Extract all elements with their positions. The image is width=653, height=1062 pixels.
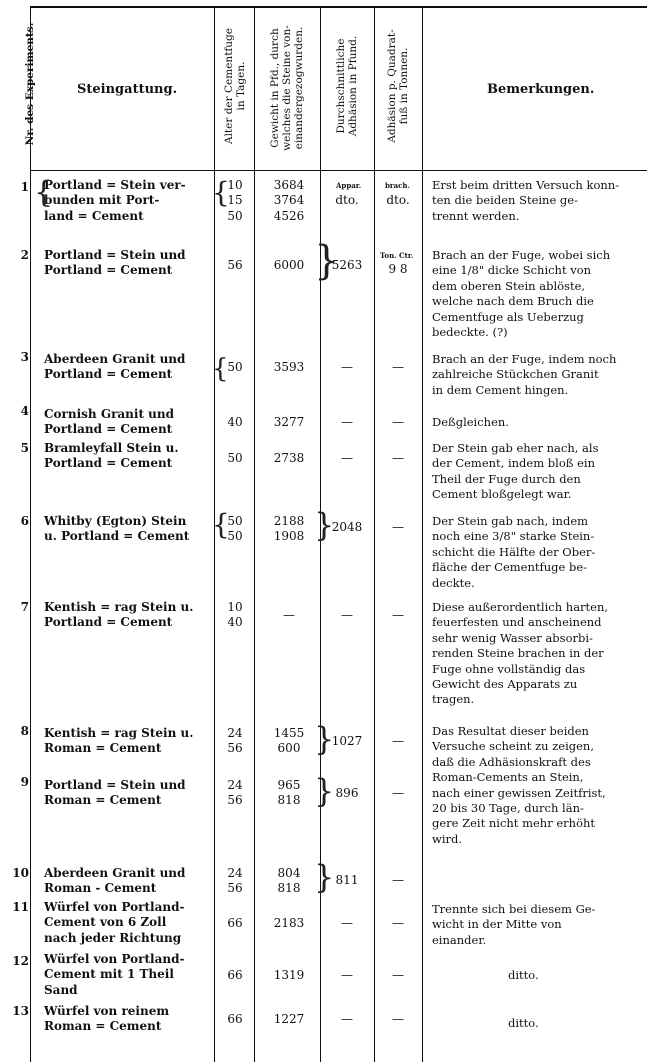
tons-value: dto.	[386, 193, 410, 207]
adhesion-value: —	[341, 451, 353, 465]
joint-age: 50	[227, 451, 243, 465]
experiment-number: 5	[20, 441, 29, 455]
right-brace: }	[314, 772, 335, 810]
weight-value: 6000	[273, 258, 305, 272]
joint-age: 50 50	[227, 514, 243, 544]
experiment-number: 13	[12, 1004, 29, 1018]
remark-text: Das Resultat dieser beiden Versuche scheint zu zeigen, daß die Adhäsionskraft des Roman-Cements an Stein, nach einer gewissen Zeitfrist, 20 bis 30 Tage, durch län- gere Zeit nicht mehr erhöht wird.	[432, 724, 606, 846]
adhesion-value: 2048	[331, 520, 363, 534]
header-experiment-number: Nr. des Experiments.	[24, 22, 36, 146]
tons-value: —	[392, 360, 404, 374]
tons-value: —	[392, 451, 404, 465]
weight-value: 2188 1908	[273, 514, 305, 544]
header-adhesion-per-square-foot: Adhäsion p. Quadrat- fuß in Tonnen.	[386, 29, 410, 143]
stone-type: Portland = Stein und Portland = Cement	[44, 248, 186, 278]
adhesion-value: —	[341, 360, 353, 374]
experiment-number: 10	[12, 866, 29, 880]
right-brace: }	[314, 506, 335, 544]
weight-value: 3593	[273, 360, 305, 374]
adhesion-value: —	[341, 916, 353, 930]
weight-value: 1455 600	[273, 726, 305, 756]
left-brace: }	[314, 238, 340, 284]
header-weight: Gewicht in Pfd., durch welches die Steine von- einandergezogwurden.	[269, 25, 305, 151]
right-brace: }	[314, 858, 335, 896]
adhesion-value: 5263	[331, 258, 363, 272]
stone-type: Aberdeen Granit und Portland = Cement	[44, 352, 186, 382]
stone-type: Würfel von Portland- Cement mit 1 Theil Sand	[44, 952, 185, 997]
weight-value: 965 818	[277, 778, 301, 808]
column-divider	[422, 6, 423, 1062]
adhesion-note: Appar.	[336, 181, 362, 190]
remark-text: Trennte sich bei diesem Ge- wicht in der Mitte von einander.	[432, 902, 596, 947]
adhesion-value: —	[341, 968, 353, 982]
stone-type: Portland = Stein ver- bunden mit Port- land = Cement	[44, 178, 186, 223]
tons-value: —	[392, 1012, 404, 1026]
joint-age: 56	[227, 258, 243, 272]
adhesion-value: —	[341, 608, 353, 622]
adhesion-value: 811	[335, 873, 359, 887]
stone-type: Portland = Stein und Roman = Cement	[44, 778, 186, 808]
joint-age: 66	[227, 916, 243, 930]
joint-age: 40	[227, 415, 243, 429]
experiment-number: 7	[20, 600, 29, 614]
column-divider	[374, 6, 375, 1062]
remark-text: ditto.	[508, 968, 539, 982]
weight-value: 1319	[273, 968, 305, 982]
stone-type: Würfel von reinem Roman = Cement	[44, 1004, 170, 1034]
joint-age: 50	[227, 360, 243, 374]
header-joint-age: Alter der Cementfuge in Tagen.	[223, 28, 247, 145]
header-separator-rule	[30, 170, 647, 171]
experiment-number: 12	[12, 954, 29, 968]
joint-age: 10 15 50	[227, 178, 243, 223]
tons-value: —	[392, 734, 404, 748]
tons-value: —	[392, 786, 404, 800]
tons-value: 9 8	[388, 262, 408, 276]
joint-age: 24 56	[227, 778, 243, 808]
stone-type: Whitby (Egton) Stein u. Portland = Cement	[44, 514, 190, 544]
stone-type: Cornish Granit und Portland = Cement	[44, 407, 175, 437]
tons-value: —	[392, 916, 404, 930]
remark-text: Brach an der Fuge, indem noch zahlreiche Stückchen Granit in dem Cement hingen.	[432, 352, 617, 397]
tons-note: Ton. Ctr.	[380, 251, 414, 260]
left-brace: {	[212, 354, 229, 384]
adhesion-value: 896	[335, 786, 359, 800]
experiment-number: 3	[20, 350, 29, 364]
right-brace: }	[314, 720, 335, 758]
stone-type: Würfel von Portland- Cement von 6 Zoll nach jeder Richtung	[44, 900, 185, 945]
weight-value: 2738	[273, 451, 305, 465]
experiment-number: 9	[20, 775, 29, 789]
left-brace: {	[34, 175, 54, 210]
experiment-number: 6	[20, 514, 29, 528]
stone-type: Aberdeen Granit und Roman - Cement	[44, 866, 186, 896]
left-brace: {	[212, 176, 230, 209]
experiment-number: 1	[20, 180, 29, 194]
weight-value: 1227	[273, 1012, 305, 1026]
header-remarks: Bemerkungen.	[487, 82, 595, 97]
joint-age: 10 40	[227, 600, 243, 630]
experiment-number: 2	[20, 248, 29, 262]
experiment-number: 11	[12, 900, 29, 914]
remark-text: Brach an der Fuge, wobei sich eine 1/8" dicke Schicht von dem oberen Stein ablöste, welche nach dem Bruch die Cementfuge als Ueberzug bedeckte. (?)	[432, 248, 611, 340]
header-average-adhesion: Durchschnittliche Adhäsion in Pfund.	[335, 35, 359, 137]
header-stone-type: Steingattung.	[77, 82, 178, 97]
weight-value: —	[283, 608, 295, 622]
remark-text: Der Stein gab eher nach, als der Cement, indem bloß ein Theil der Fuge durch den Cement bloßgelegt war.	[432, 441, 599, 502]
remark-text: Erst beim dritten Versuch konn- ten die beiden Steine ge- trennt werden.	[432, 178, 620, 223]
remark-text: Der Stein gab nach, indem noch eine 3/8" starke Stein- schicht die Hälfte der Ober- fläche der Cementfuge be- deckte.	[432, 514, 596, 590]
remark-text: ditto.	[508, 1016, 539, 1030]
left-brace: {	[212, 508, 230, 541]
tons-value: —	[392, 608, 404, 622]
stone-type: Bramleyfall Stein u. Portland = Cement	[44, 441, 179, 471]
weight-value: 804 818	[277, 866, 301, 896]
joint-age: 66	[227, 1012, 243, 1026]
tons-value: —	[392, 873, 404, 887]
adhesion-value: dto.	[335, 193, 359, 207]
stone-type: Kentish = rag Stein u. Portland = Cement	[44, 600, 194, 630]
weight-value: 2183	[273, 916, 305, 930]
remark-text: Deßgleichen.	[432, 415, 509, 429]
stone-type: Kentish = rag Stein u. Roman = Cement	[44, 726, 194, 756]
experiment-number: 4	[20, 404, 29, 418]
remark-text: Diese außerordentlich harten, feuerfesten und anscheinend sehr wenig Wasser absorbi- renden Steine brachen in der Fuge ohne vollständig das Gewicht des Apparats zu tragen.	[432, 600, 609, 707]
tons-value: —	[392, 415, 404, 429]
tons-note: brach.	[385, 181, 410, 190]
joint-age: 24 56	[227, 866, 243, 896]
adhesion-value: —	[341, 1012, 353, 1026]
weight-value: 3277	[273, 415, 305, 429]
column-divider	[254, 6, 255, 1062]
adhesion-value: —	[341, 415, 353, 429]
experiment-number: 8	[20, 724, 29, 738]
joint-age: 24 56	[227, 726, 243, 756]
joint-age: 66	[227, 968, 243, 982]
weight-value: 3684 3764 4526	[273, 178, 305, 223]
adhesion-value: 1027	[331, 734, 363, 748]
tons-value: —	[392, 968, 404, 982]
tons-value: —	[392, 520, 404, 534]
